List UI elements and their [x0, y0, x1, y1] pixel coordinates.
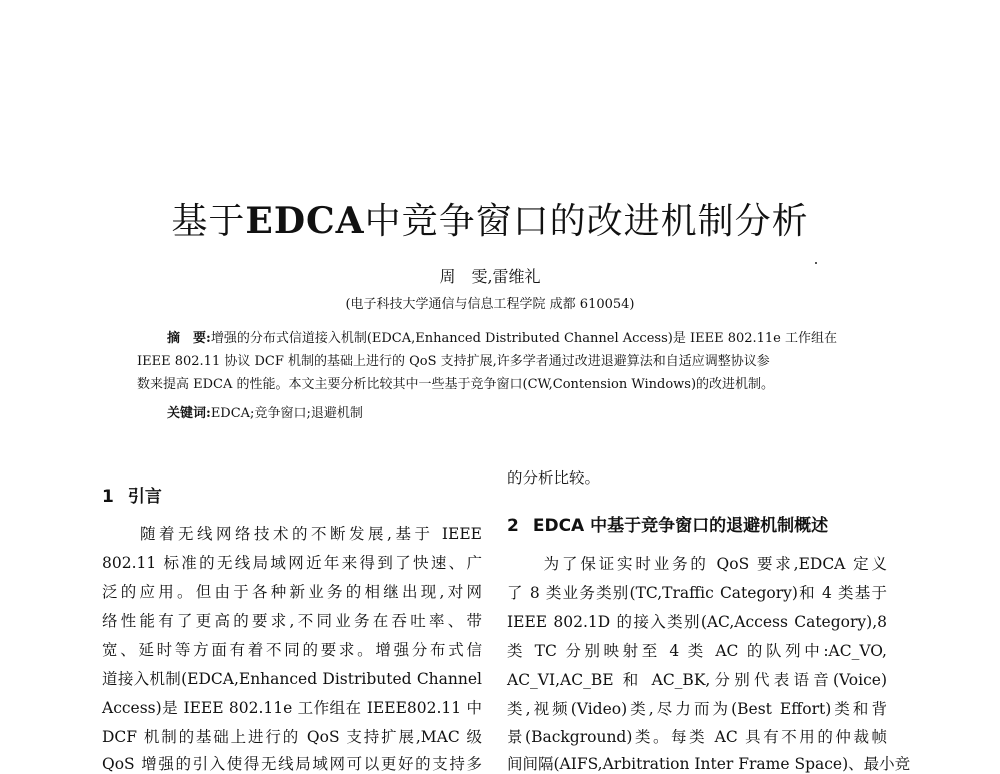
- paragraph-line: QoS 增强的引入使得无线局域网可以更好的支持多: [102, 755, 482, 773]
- authors: 周 雯,雷维礼: [439, 267, 541, 286]
- keywords-label: 关键词:: [167, 406, 211, 421]
- abstract-label: 摘 要:: [167, 331, 211, 346]
- paragraph-line: 为了保证实时业务的 QoS 要求,EDCA 定义: [507, 555, 887, 573]
- section-title: 引言: [127, 487, 162, 507]
- title-suffix: 中竞争窗口的改进机制分析: [364, 201, 809, 242]
- keywords: [167, 402, 363, 421]
- paragraph-line: 802.11 标准的无线局域网近年来得到了快速、广: [102, 554, 482, 572]
- section-heading: [507, 511, 828, 536]
- paragraph-line: DCF 机制的基础上进行的 QoS 支持扩展,MAC 级: [102, 728, 482, 746]
- paragraph-line: 间间隔(AIFS,Arbitration Inter Frame Space)、最小竞: [507, 755, 911, 773]
- section-number: 1: [102, 487, 114, 507]
- paragraph-line: 了 8 类业务类别(TC,Traffic Category)和 4 类基于: [507, 584, 887, 602]
- paragraph-line: AC_VI,AC_BE 和 AC_BK,分别代表语音(Voice): [507, 671, 887, 689]
- abstract-line: [137, 327, 849, 350]
- paper-title: [0, 193, 980, 244]
- abstract-line: IEEE 802.11 协议 DCF 机制的基础上进行的 QoS 支持扩展,许多学者通过改进退避算法和自适应调整协议参: [137, 354, 770, 369]
- paragraph-line: 络性能有了更高的要求,不同业务在吞吐率、带: [102, 612, 482, 630]
- title-en: EDCA: [245, 200, 365, 242]
- paragraph-line: Access)是 IEEE 802.11e 工作组在 IEEE802.11 中: [102, 699, 482, 717]
- paragraph-line: 类,视频(Video)类,尽力而为(Best Effort)类和背: [507, 700, 887, 718]
- paragraph-line: 类 TC 分别映射至 4 类 AC 的队列中:AC_VO,: [507, 642, 887, 660]
- affiliation: (电子科技大学通信与信息工程学院 成都 610054): [345, 297, 635, 312]
- paragraph-line: 景(Background)类。每类 AC 具有不用的仲裁帧: [507, 728, 887, 746]
- section-number: 2: [507, 516, 519, 536]
- title-prefix: 基于: [171, 201, 246, 242]
- keywords-text: EDCA;竞争窗口;退避机制: [210, 406, 363, 421]
- section-title: EDCA 中基于竞争窗口的退避机制概述: [532, 516, 829, 536]
- paragraph-line: 泛的应用。但由于各种新业务的相继出现,对网: [102, 583, 482, 601]
- section-heading: [102, 482, 162, 507]
- paragraph-line: 随着无线网络技术的不断发展,基于 IEEE: [102, 525, 482, 543]
- paragraph-line: IEEE 802.1D 的接入类别(AC,Access Category),8: [507, 613, 887, 631]
- paragraph-line: 宽、延时等方面有着不同的要求。增强分布式信: [102, 641, 482, 659]
- paragraph-line: 的分析比较。: [507, 469, 601, 487]
- abstract-line: 数来提高 EDCA 的性能。本文主要分析比较其中一些基于竞争窗口(CW,Contension Windows)的改进机制。: [137, 377, 775, 392]
- paragraph-line: 道接入机制(EDCA,Enhanced Distributed Channel: [102, 670, 482, 688]
- abstract: [137, 327, 849, 396]
- abstract-text: 增强的分布式信道接入机制(EDCA,Enhanced Distributed Channel Access)是 IEEE 802.11e 工作组在: [210, 331, 838, 346]
